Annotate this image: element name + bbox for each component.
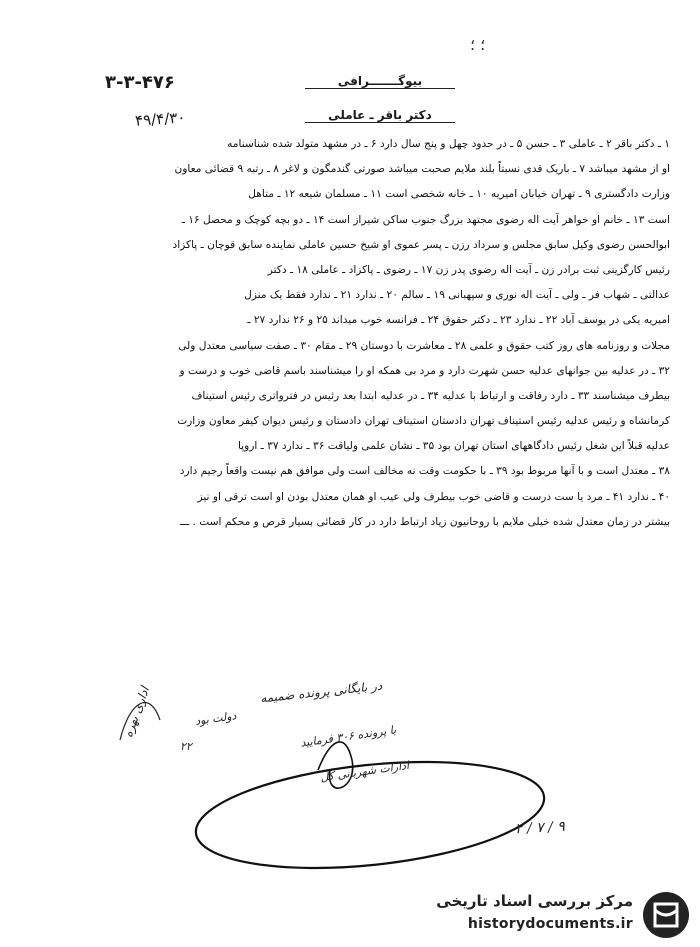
body-line: ابوالحسن رضوی وکیل سابق مجلس و سرداد رزن ـ پسر عموی او شیخ حسین عاملی نماینده سابق قوچان ـ پاکزاد xyxy=(172,238,670,251)
body-line: وزارت دادگستری ۹ ـ تهران خیابان امیریه ۱۰ ـ خانه شخصی است ۱۱ ـ مسلمان شیعه ۱۲ ـ متاهل xyxy=(248,188,670,201)
document-title: بیوگـــــــرافی xyxy=(305,74,455,89)
body-line: است ۱۳ ـ خانم او خواهر آیت اله رضوی مجتهد بزرگ جنوب ساکن شیراز است ۱۴ ـ دو بچه کوچک و محصل ۱۶ ـ xyxy=(181,213,670,226)
body-line: ۱ ـ دکتر باقر ۲ ـ عاملی ۳ ـ حسن ۵ ـ در حدود چهل و پنج سال دارد ۶ ـ در مشهد متولد شده شناسنامه xyxy=(227,138,670,150)
handwritten-note-2: با پرونده ۳۰۶ فرمایید xyxy=(299,723,397,750)
watermark-logo xyxy=(410,888,695,943)
watermark-title: مرکز بررسی اسناد تاریخی xyxy=(436,892,633,910)
handwritten-note-4: دولت بود xyxy=(194,709,238,728)
handwritten-date: ۲ / ۷ / ۹ xyxy=(514,818,566,838)
body-line: بیطرف میشناسند ۳۳ ـ دارد رفاقت و ارتباط با عدلیه ۳۴ ـ در عدلیه ابتدا بعد رئیس در فترواتری رئیس استیناف xyxy=(191,389,670,402)
handwritten-note-5: اداری بهره xyxy=(120,684,153,740)
handwritten-note-3: ادارات شهربانی کل xyxy=(319,758,410,785)
body-line: ۳۲ ـ در عدلیه بین جوانهای عدلیه حسن شهرت دارد و مرد بی همکه او را میشناسند باسم قاضی خوب و درست و xyxy=(179,364,670,377)
body-line: عدالتی ـ شهاب فر ـ ولی ـ آیت اله نوری و سپهبانی ۱۹ ـ سالم ۲۰ ـ ندارد ۲۱ ـ ندارد فقط یک منزل xyxy=(244,289,670,302)
body-line: رئیس کارگزینی ثبت برادر زن ـ آیت اله رضوی پدر زن ۱۷ ـ رضوی ـ پاکزاد ـ عاملی ۱۸ ـ دکتر xyxy=(267,263,670,276)
body-line: بیشتر در زمان معتدل شده خیلی ملایم با روحانیون زیاد ارتباط دارد در کار قضائی بسیار قرص و محکم است . ـــ xyxy=(179,515,670,528)
archive-logo-icon xyxy=(641,890,691,940)
body-line: ۴۰ ـ ندارد ۴۱ ـ مرد یا ست درست و قاضی خوب بیطرف ولی عیب او همان معتدل بودن او است ترقی او نیز xyxy=(197,490,670,503)
watermark-url: historydocuments.ir xyxy=(467,916,633,932)
handwritten-note-1: در بایگانی پرونده ضمیمه xyxy=(259,678,383,706)
file-number: ۳-۳-۴۷۶ xyxy=(105,72,175,93)
top-mark: ؛ ؛ xyxy=(470,35,486,54)
body-line: مجلات و روزنامه های روز کتب حقوق و علمی ۲۸ ـ معاشرت با دوستان ۲۹ ـ مقام ۳۰ ـ صفت سیاسی معتدل ولی xyxy=(178,339,670,352)
body-line: کرمانشاه و رئیس عدلیه رئیس استیناف تهران دادستان استیناف تهران دادستان و رئیس دیوان کیفر معاون وزارت xyxy=(177,415,670,428)
file-date: ۴۹/۴/۳۰ xyxy=(134,108,186,130)
handwritten-note-6: ۲۲ xyxy=(180,740,192,753)
body-line: عدلیه قبلاً این شغل رئیس دادگاههای استان تهران بود ۳۵ ـ نشان علمی ولیاقت ۳۶ ـ ندارد ۳۷ ـ اروپا xyxy=(237,440,670,453)
body-line: امیریه یکی در یوسف آباد ۲۲ ـ ندارد ۲۳ ـ دکتر حقوق ۲۴ ـ فرانسه خوب میداند ۲۵ و ۲۶ ندارد ۲۷ ـ xyxy=(247,314,670,327)
body-line: او از مشهد میباشد ۷ ـ باریک قدی نسبتاً بلند ملایم صحبت میباشد صورتی گندمگون و لاغر ۸ ـ رتبه ۹ قضائی معاون xyxy=(174,163,670,176)
subject-name: دکتر باقر ـ عاملی xyxy=(305,108,455,123)
body-line: ۳۸ ـ معتدل است و با آنها مربوط بود ۳۹ ـ با حکومت وقت نه مخالف است ولی موافق هم نیست واقعاً رجیم دارد xyxy=(179,465,670,478)
